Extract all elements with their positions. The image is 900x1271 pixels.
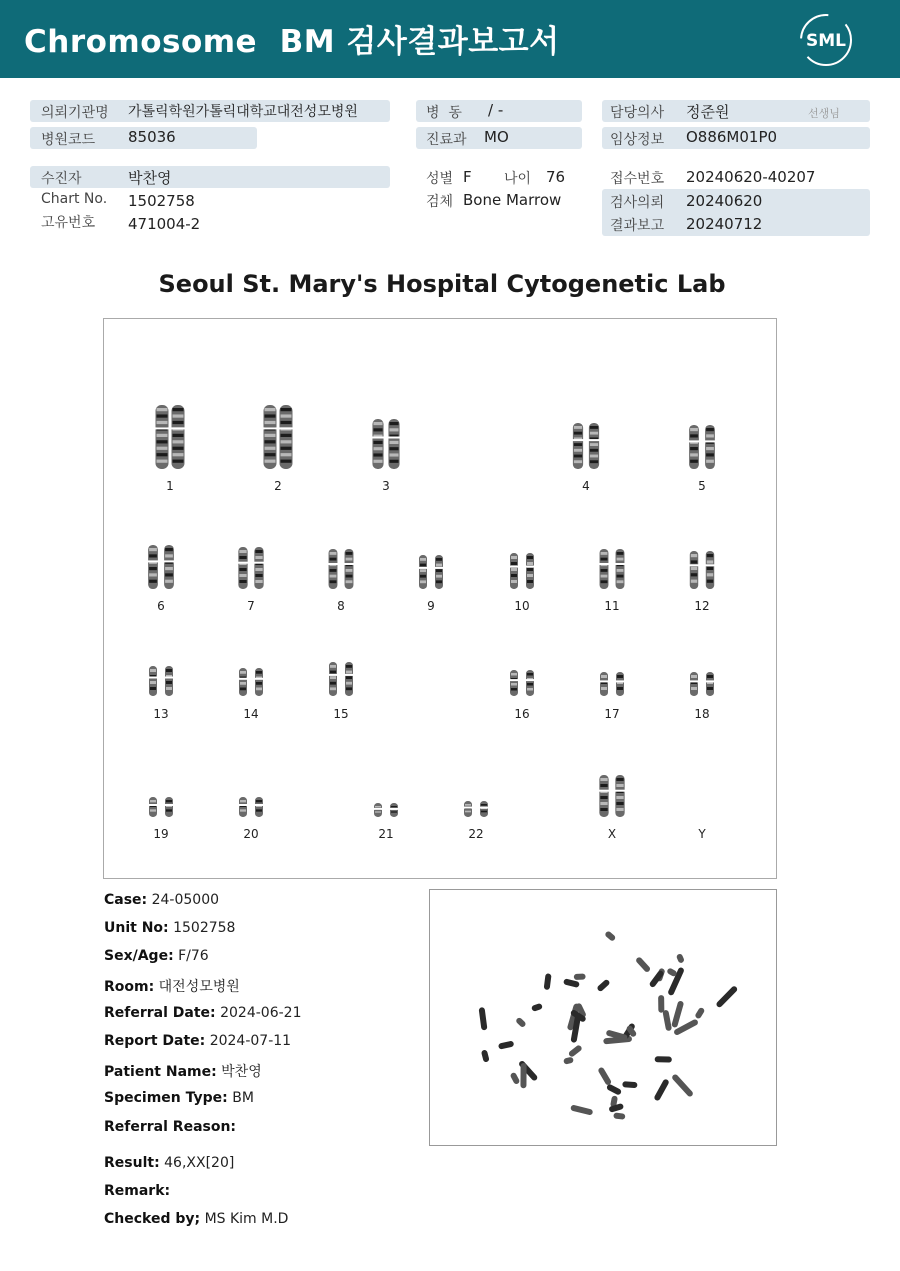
chromosome-pair-3 bbox=[371, 419, 400, 469]
metaphase-chromosome bbox=[658, 995, 664, 1013]
chromosome-label-21: 21 bbox=[378, 827, 394, 841]
metaphase-chromosome bbox=[676, 953, 685, 964]
chart-no-label: Chart No. bbox=[41, 191, 108, 207]
ward-label: 병 동 bbox=[426, 105, 462, 121]
patient-row-bg bbox=[30, 166, 390, 188]
unit-row: Unit No: 1502758 bbox=[104, 920, 236, 936]
chromosome-label-9: 9 bbox=[427, 599, 435, 613]
chromosome-label-12: 12 bbox=[694, 599, 710, 613]
unique-no-label: 고유번호 bbox=[41, 215, 96, 231]
chromosome-pair-11 bbox=[599, 549, 626, 589]
metaphase-chromosome bbox=[653, 1078, 670, 1101]
metaphase-spread-image bbox=[430, 890, 776, 1145]
chart-no-value: 1502758 bbox=[128, 192, 195, 210]
doctor-suffix: 선생님 bbox=[808, 107, 840, 120]
chromosome-pair-13 bbox=[148, 666, 174, 696]
chromosome-pair-14 bbox=[238, 668, 264, 696]
chromosome-label-13: 13 bbox=[153, 707, 169, 721]
chromosome-label-X: X bbox=[607, 827, 617, 841]
metaphase-chromosome bbox=[531, 1003, 543, 1012]
metaphase-chromosome bbox=[655, 1056, 672, 1062]
report-label: 결과보고 bbox=[610, 218, 665, 234]
metaphase-chromosome bbox=[606, 1083, 622, 1095]
receipt-label: 접수번호 bbox=[610, 171, 665, 187]
metaphase-chromosome bbox=[479, 1007, 488, 1031]
chromosome-label-5: 5 bbox=[698, 479, 706, 493]
chromosome-pair-9 bbox=[418, 555, 444, 589]
chromosome-label-1: 1 bbox=[166, 479, 174, 493]
metaphase-chromosome bbox=[613, 1112, 625, 1119]
chromosome-label-11: 11 bbox=[604, 599, 620, 613]
metaphase-chromosome bbox=[671, 1073, 694, 1098]
chromosome-pair-1 bbox=[155, 405, 186, 469]
patient-value: 박찬영 bbox=[128, 169, 172, 187]
report-header bbox=[0, 0, 900, 78]
chromosome-label-19: 19 bbox=[153, 827, 169, 841]
metaphase-chromosome bbox=[597, 1066, 612, 1086]
metaphase-chromosome bbox=[568, 1044, 583, 1058]
ward-value: / - bbox=[488, 101, 504, 119]
chromosome-pair-20 bbox=[238, 797, 264, 817]
hospital-code-value: 85036 bbox=[128, 128, 176, 146]
report-title: Chromosome BM 검사결과보고서 bbox=[24, 24, 560, 60]
metaphase-chromosome bbox=[671, 1000, 684, 1028]
clinical-value: O886M01P0 bbox=[686, 128, 778, 146]
room-row: Room: 대전성모병원 bbox=[104, 979, 240, 995]
metaphase-chromosome bbox=[715, 985, 738, 1008]
chromosome-label-6: 6 bbox=[157, 599, 165, 613]
metaphase-chromosome bbox=[544, 973, 552, 990]
sex-label: 성별 bbox=[426, 171, 454, 187]
chromosome-label-22: 22 bbox=[468, 827, 484, 841]
chromosome-pair-2 bbox=[263, 405, 294, 469]
referral-reason-row: Referral Reason: bbox=[104, 1119, 237, 1135]
clinical-label: 임상정보 bbox=[610, 132, 665, 148]
metaphase-chromosome bbox=[481, 1049, 490, 1062]
chromosome-pair-18 bbox=[689, 672, 715, 696]
specimen-label: 검체 bbox=[426, 194, 454, 210]
metaphase-chromosome bbox=[510, 1072, 521, 1085]
receipt-value: 20240620-40207 bbox=[686, 168, 816, 186]
case-row: Case: 24-05000 bbox=[104, 892, 220, 908]
chromosome-pair-8 bbox=[328, 549, 355, 589]
remark-row: Remark: bbox=[104, 1183, 171, 1199]
chromosome-pair-12 bbox=[689, 551, 715, 589]
metaphase-chromosome bbox=[498, 1040, 514, 1049]
patient-label: 수진자 bbox=[41, 171, 82, 187]
chromosome-pair-4 bbox=[572, 423, 600, 469]
metaphase-chromosome bbox=[694, 1007, 705, 1020]
metaphase-chromosome bbox=[563, 1057, 574, 1065]
chromosome-pair-16 bbox=[509, 670, 535, 696]
checked-by-row: Checked by; MS Kim M.D bbox=[104, 1211, 289, 1227]
chromosome-pair-5 bbox=[688, 425, 716, 469]
chromosome-pair-21 bbox=[373, 803, 399, 817]
metaphase-panel bbox=[429, 889, 777, 1146]
result-row: Result: 46,XX[20] bbox=[104, 1155, 235, 1171]
metaphase-chromosome bbox=[570, 1104, 593, 1115]
report-value: 20240712 bbox=[686, 215, 763, 233]
chromosome-pair-17 bbox=[599, 672, 625, 696]
report-date-row: Report Date: 2024-07-11 bbox=[104, 1033, 292, 1049]
age-value: 76 bbox=[546, 168, 566, 186]
chromosome-pair-15 bbox=[328, 662, 354, 696]
sexage-row: Sex/Age: F/76 bbox=[104, 948, 209, 964]
chromosome-label-3: 3 bbox=[382, 479, 390, 493]
chromosome-pair-7 bbox=[237, 547, 264, 589]
chromosome-pair-X bbox=[598, 775, 625, 817]
chromosome-label-4: 4 bbox=[582, 479, 590, 493]
doctor-label: 담당의사 bbox=[610, 105, 665, 121]
metaphase-chromosome bbox=[604, 930, 616, 942]
specimen-type-row: Specimen Type: BM bbox=[104, 1090, 254, 1106]
chromosome-label-7: 7 bbox=[247, 599, 255, 613]
karyogram-panel bbox=[103, 318, 777, 879]
chromosome-label-Y: Y bbox=[698, 827, 706, 841]
svg-text:SML: SML bbox=[806, 31, 846, 51]
metaphase-chromosome bbox=[635, 956, 651, 973]
institution-value: 가톨릭학원가톨릭대학교대전성모병원 bbox=[128, 104, 358, 120]
chromosome-pair-10 bbox=[509, 553, 535, 589]
metaphase-chromosome bbox=[515, 1017, 527, 1029]
unique-no-value: 471004-2 bbox=[128, 215, 201, 233]
chromosome-label-17: 17 bbox=[604, 707, 620, 721]
chromosome-pair-19 bbox=[148, 797, 174, 817]
lab-title: Seoul St. Mary's Hospital Cytogenetic Lab bbox=[158, 270, 726, 298]
sml-logo-icon bbox=[798, 12, 854, 68]
chromosome-label-10: 10 bbox=[514, 599, 530, 613]
chromosome-label-15: 15 bbox=[333, 707, 349, 721]
chromosome-label-16: 16 bbox=[514, 707, 530, 721]
chromosome-pair-6 bbox=[147, 545, 175, 589]
age-label: 나이 bbox=[504, 171, 532, 187]
chromosome-label-20: 20 bbox=[243, 827, 259, 841]
request-label: 검사의뢰 bbox=[610, 195, 665, 211]
chromosome-pair-22 bbox=[463, 801, 489, 817]
chromosome-label-14: 14 bbox=[243, 707, 259, 721]
hospital-code-label: 병원코드 bbox=[41, 132, 96, 148]
metaphase-chromosome bbox=[622, 1081, 637, 1088]
metaphase-chromosome bbox=[520, 1063, 526, 1088]
patient-name-row: Patient Name: 박찬영 bbox=[104, 1064, 262, 1080]
metaphase-chromosome bbox=[574, 974, 586, 981]
chromosome-label-2: 2 bbox=[274, 479, 282, 493]
request-value: 20240620 bbox=[686, 192, 763, 210]
dept-value: MO bbox=[484, 128, 509, 146]
chromosome-label-18: 18 bbox=[694, 707, 710, 721]
metaphase-chromosome bbox=[662, 1010, 672, 1032]
doctor-value: 정준원 bbox=[686, 103, 730, 121]
specimen-value: Bone Marrow bbox=[463, 191, 562, 209]
dept-label: 진료과 bbox=[426, 132, 467, 148]
sex-value: F bbox=[463, 168, 472, 186]
institution-label: 의뢰기관명 bbox=[41, 105, 109, 121]
metaphase-chromosome bbox=[596, 979, 610, 993]
referral-date-row: Referral Date: 2024-06-21 bbox=[104, 1005, 302, 1021]
chromosome-label-8: 8 bbox=[337, 599, 345, 613]
